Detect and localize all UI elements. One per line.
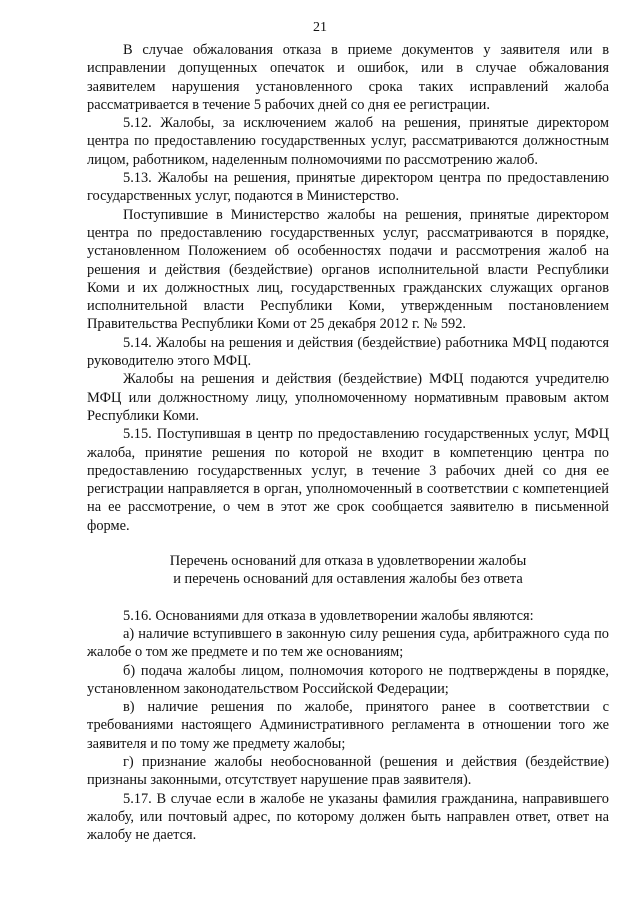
section-heading-line-1: Перечень оснований для отказа в удовлетворении жалобы <box>169 553 527 570</box>
paragraph-mfc-complaints: Жалобы на решения и действия (бездействие) МФЦ подаются учредителю МФЦ или должностному лицу, уполномоченному нормативным правовым актом Республики Коми. <box>87 371 609 424</box>
list-item-v: в) наличие решения по жалобе, принятого ранее в соответствии с требованиями настоящего Административного регламента в отношении того же заявителя и по тому же предмету жалобы; <box>87 699 609 752</box>
paragraph-5-14: 5.14. Жалобы на решения и действия (бездействие) работника МФЦ подаются руководителю этого МФЦ. <box>87 334 609 370</box>
list-item-b: б) подача жалобы лицом, полномочия которого не подтверждены в порядке, установленном законодательством Российской Федерации; <box>87 662 609 697</box>
paragraph-5-17: 5.17. В случае если в жалобе не указаны фамилия гражданина, направившего жалобу, или почтовый адрес, по которому должен быть направлен ответ, ответ на жалобу не дается. <box>87 790 609 844</box>
section-heading <box>87 552 609 589</box>
section-heading-line-2: и перечень оснований для оставления жалобы без ответа <box>173 571 523 588</box>
paragraph-appeal-refusal: В случае обжалования отказа в приеме документов у заявителя или в исправлении допущенных опечаток и ошибок, или в случае обжалования заявителем нарушения установленного срока таких исправлений жалоба рассматривается в течение 5 рабочих дней со дня ее регистрации. <box>87 42 609 113</box>
paragraph-5-12: 5.12. Жалобы, за исключением жалоб на решения, принятые директором центра по предоставлению государственных услуг, рассматриваются должностным лицом, работником, наделенным полномочиями по рассмотрению жалоб. <box>87 115 609 168</box>
list-item-g: г) признание жалобы необоснованной (решения и действия (бездействие) признаны законными, отсутствует нарушение прав заявителя). <box>87 753 609 789</box>
paragraph-5-15: 5.15. Поступившая в центр по предоставлению государственных услуг, МФЦ жалоба, принятие решения по которой не входит в компетенцию центра по предоставлению государственных услуг, в течение 3 рабочих дней со дня ее регистрации направляется в орган, уполномоченный в соответствии с компетенцией на ее рассмотрение, о чем в этот же срок сообщается заявителю в письменной форме. <box>87 426 609 534</box>
page-number: 21 <box>313 20 327 35</box>
list-item-a: а) наличие вступившего в законную силу решения суда, арбитражного суда по жалобе о том же предмете и по тем же основаниям; <box>87 625 609 661</box>
paragraph-ministry-complaints: Поступившие в Министерство жалобы на решения, принятые директором центра по предоставлению государственных услуг, рассматриваются в порядке, установленном Положением об особенностях подачи и рассмотрения жалоб на решения и действия (бездействие) органов исполнительной власти Республики Коми и их должностных лиц, государственных гражданских служащих органов исполнительной власти Республики Коми, утвержденным постановлением Правительства Республики Коми от 25 декабря 2012 г. № 592. <box>87 206 609 333</box>
paragraph-5-16: 5.16. Основаниями для отказа в удовлетворении жалобы являются: <box>123 607 534 624</box>
document-body <box>87 41 609 844</box>
paragraph-5-13: 5.13. Жалобы на решения, принятые директором центра по предоставлению государственных услуг, подаются в Министерство. <box>87 170 609 205</box>
